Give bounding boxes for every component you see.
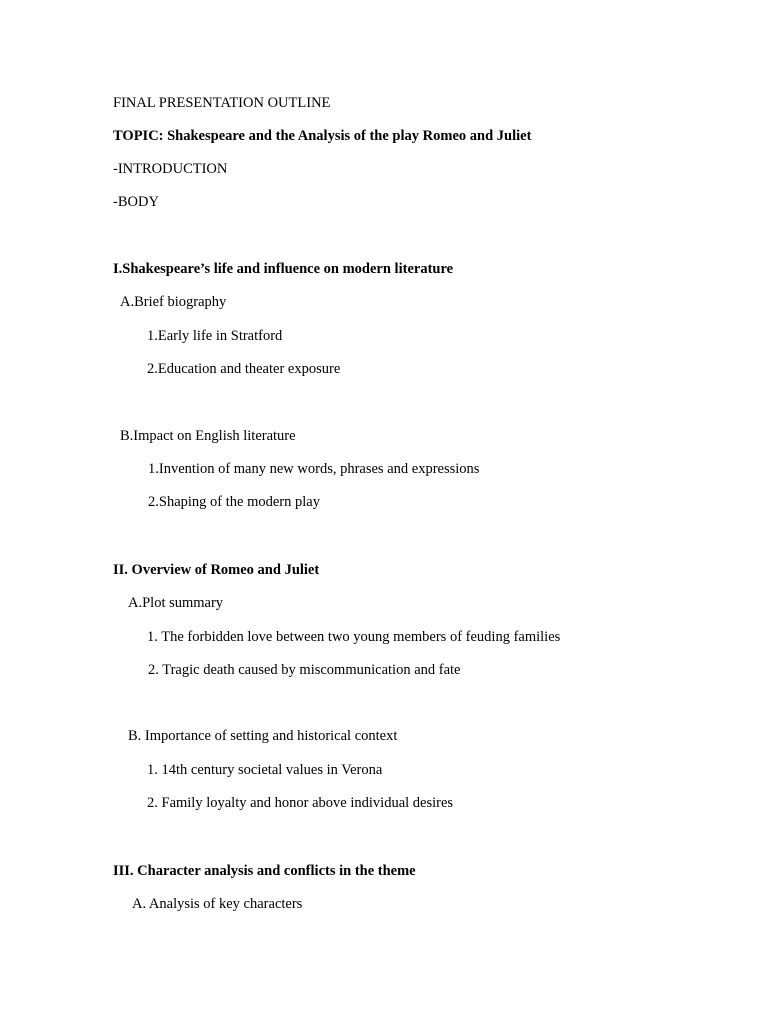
section-2-a-item-2: 2. Tragic death caused by miscommunication and fate: [148, 662, 461, 678]
introduction-label: -INTRODUCTION: [113, 161, 228, 177]
section-2-subheading-b: B. Importance of setting and historical context: [128, 728, 398, 744]
body-label: -BODY: [113, 194, 159, 210]
section-2-b-item-1: 1. 14th century societal values in Verona: [147, 762, 383, 778]
section-2-subheading-a: A.Plot summary: [128, 595, 224, 611]
section-2-b-item-2: 2. Family loyalty and honor above individual desires: [147, 795, 454, 811]
section-3-heading: III. Character analysis and conflicts in the theme: [113, 863, 416, 879]
section-3-subheading-a: A. Analysis of key characters: [132, 896, 303, 912]
section-1-b-item-2: 2.Shaping of the modern play: [148, 494, 320, 510]
section-1-heading: I.Shakespeare’s life and influence on modern literature: [113, 261, 454, 277]
section-1-a-item-2: 2.Education and theater exposure: [147, 361, 341, 377]
section-1-b-item-1: 1.Invention of many new words, phrases and expressions: [148, 461, 480, 477]
outline-title: FINAL PRESENTATION OUTLINE: [113, 95, 331, 111]
section-1-subheading-a: A.Brief biography: [120, 294, 227, 310]
section-2-a-item-1: 1. The forbidden love between two young members of feuding families: [147, 629, 561, 645]
topic-line: TOPIC: Shakespeare and the Analysis of the play Romeo and Juliet: [113, 128, 532, 144]
section-1-subheading-b: B.Impact on English literature: [120, 428, 296, 444]
section-2-heading: II. Overview of Romeo and Juliet: [113, 562, 320, 578]
section-1-a-item-1: 1.Early life in Stratford: [147, 328, 283, 344]
